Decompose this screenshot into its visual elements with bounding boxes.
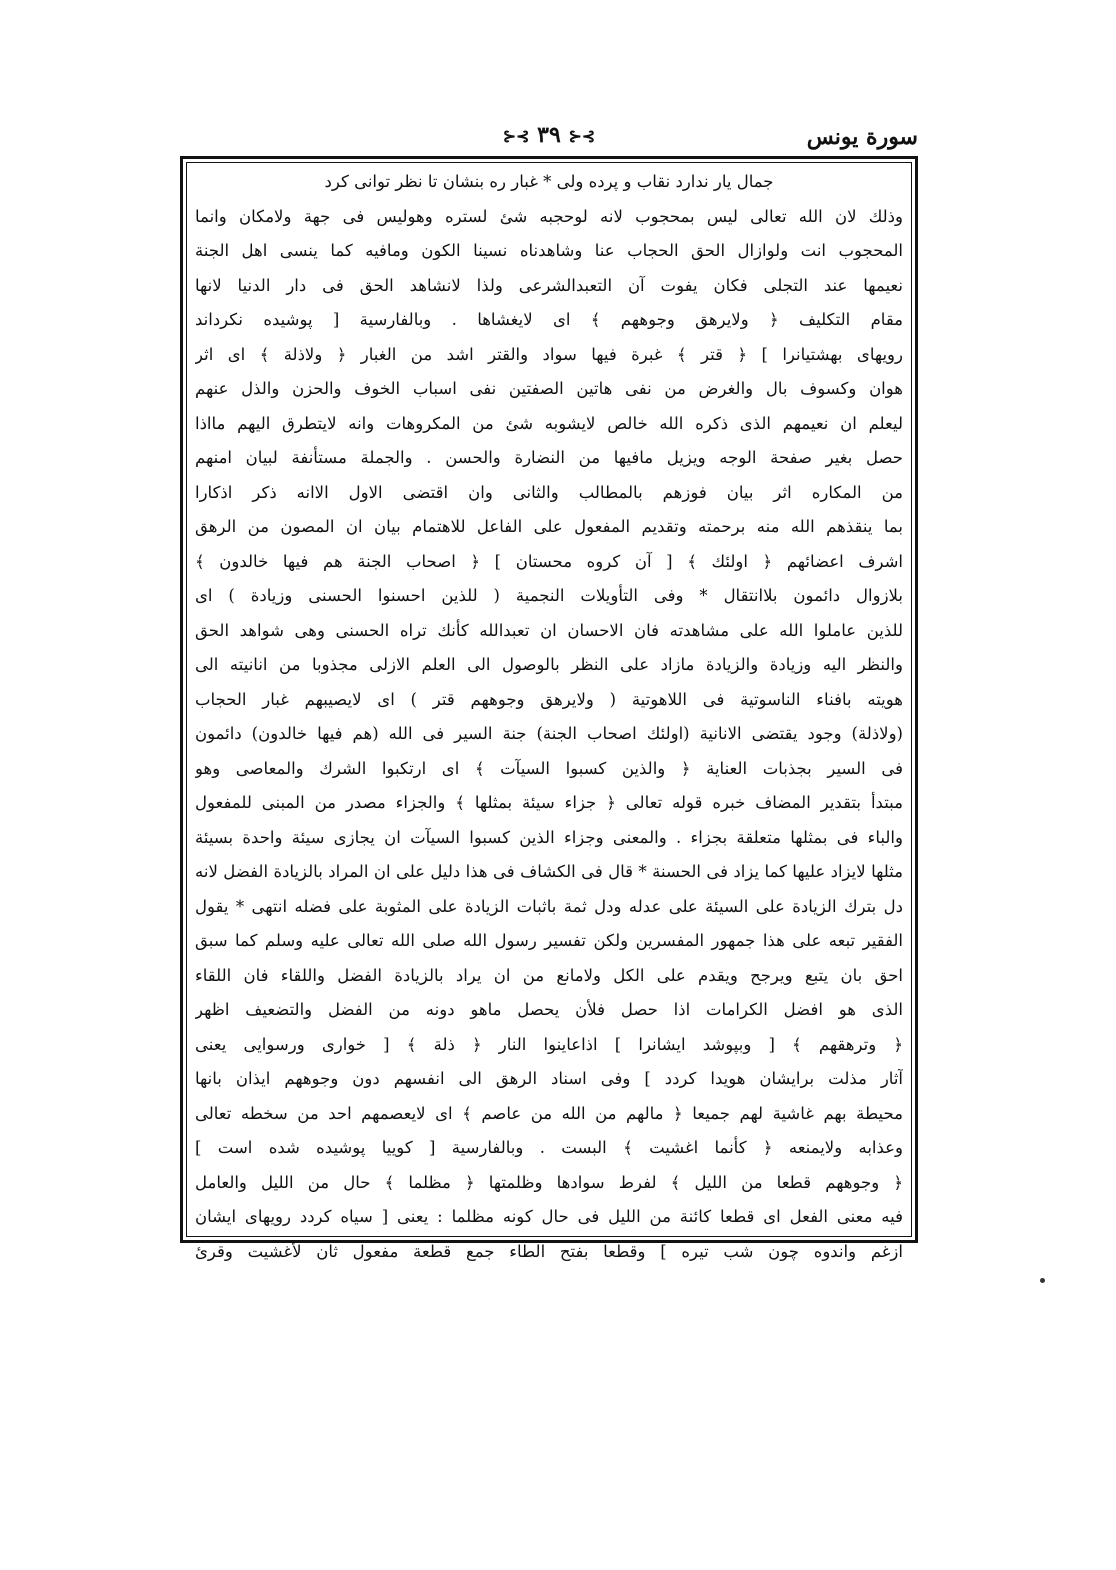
text-line: احق بان يتبع ويرجح ويقدم على الكل ولامانع من ان يراد بالزيادة الفضل واللقاء فان اللقاء (195, 965, 903, 985)
text-line: الفقير تبعه على هذا جمهور المفسرين ولكن تفسير رسول الله صلى الله تعالى عليه وسلم كما سبق (195, 931, 903, 950)
text-line: آثار مذلت برايشان هويدا كردد ] وفى اسناد الرهق الى انفسهم دون وجوههم ايذان بانها (195, 1069, 903, 1088)
text-line: مقام التكليف ﴿ ولايرهق وجوههم ﴾ اى لايغشاها . وبالفارسية [ پوشيده نكرداند (195, 310, 903, 329)
page-number: ٣٩ (537, 122, 561, 148)
text-line: مثلها لايزاد عليها كما يزاد فى الحسنة * قال فى الكشاف فى هذا دليل على ان المراد بالزيادة الفضل لانه (195, 862, 903, 881)
page-header (180, 120, 918, 156)
verse-line: جمال يار ندارد نقاب و پرده ولى * غبار ره بنشان تا نظر توانى كرد (324, 172, 774, 191)
text-line: فيه معنى الفعل اى قطعا كائنة من الليل فى حال كونه مظلما : يعنى [ سياه كردد رويهاى ايشان (195, 1207, 903, 1226)
text-line: فى السير بجذبات العناية ﴿ والذين كسبوا السيآت ﴾ اى ارتكبوا الشرك والمعاصى وهو (195, 758, 903, 778)
text-line: وعذابه ولايمنعه ﴿ كأنما اغشيت ﴾ البست . وبالفارسية [ كوييا پوشيده شده است ] (195, 1138, 903, 1157)
text-line: ﴿ وجوههم قطعا من الليل ﴾ لفرط سوادها وظلمتها ﴿ مظلما ﴾ حال من الليل والعامل (195, 1172, 903, 1192)
text-line: هويته بافناء الناسوتية فى اللاهوتية ( ولايرهق وجوههم قتر ) اى لايصيبهم غبار الحجاب (195, 689, 903, 709)
right-ornament-icon: ⊱⊰ (568, 126, 596, 146)
text-line: هوان وكسوف بال والغرض من نفى هاتين الصفتين نفى اسباب الخوف والحزن والذل عنهم (195, 379, 903, 398)
text-line: للذين عاملوا الله على مشاهدته فان الاحسان ان تعبدالله كأنك تراه الحسنى وهى شواهد الحق (195, 620, 903, 640)
text-line: والباء فى بمثلها متعلقة بجزاء . والمعنى وجزاء الذين كسبوا السيآت ان يجازى سيئة واحدة بسيئة (195, 827, 903, 847)
text-line: المحجوب انت ولوازال الحق الحجاب عنا وشاهدناه نسينا الكون ومافيه كما ينسى اهل الجنة (195, 241, 903, 260)
text-line: نعيمها عند التجلى فكان يفوت آن التعبدالشرعى ولذا لانشاهد الحق فى دار الدنيا لانها (195, 275, 903, 295)
page-number-group (180, 122, 918, 148)
text-line: الذى هو افضل الكرامات اذا حصل فلأن يحصل ماهو دونه من الفضل والتضعيف اظهر (195, 1000, 903, 1019)
text-line: والنظر اليه وزيادة والزيادة مازاد على النظر بالوصول الى العلم الازلى مجذوبا من انانيته الى (195, 655, 903, 674)
text-line: ﴿ وترهقهم ﴾ [ وبپوشد ايشانرا ] اذاعاينوا النار ﴿ ذلة ﴾ [ خوارى ورسوايى يعنى (195, 1034, 903, 1054)
text-line: (ولاذلة) وجود يقتضى الانانية (اولئك اصحاب الجنة) جنة السير فى الله (هم فيها خالدون) دائمون (195, 724, 903, 743)
surah-name: سورة يونس (806, 124, 918, 150)
text-line: اشرف اعضائهم ﴿ اولئك ﴾ [ آن كروه محستان ] ﴿ اصحاب الجنة هم فيها خالدون ﴾ (195, 551, 903, 571)
text-line: ازغم واندوه چون شب تيره ] وقطعا بفتح الطاء جمع قطعة مفعول ثان لأغشيت وقرئ (195, 1241, 903, 1261)
page-frame (180, 156, 918, 1261)
text-line: حصل بغير صفحة الوجه ويزيل مافيها من النضارة والحسن . والجملة مستأنفة لبيان امنهم (195, 448, 903, 467)
text-line: من المكاره اثر بيان فوزهم بالمطالب والثانى وان اقتضى الاول الاانه ذكر اذكارا (195, 482, 903, 502)
text-line: دل بترك الزيادة على السيئة على عدله ودل ثمة باثبات الزيادة على المثوبة على فضله انتهى * يقول (195, 896, 903, 916)
margin-dot (1040, 1278, 1045, 1283)
text-block (195, 165, 903, 1269)
text-line: بما ينقذهم الله منه برحمته وتقديم المفعول على الفاعل للاهتمام بيان ان المصون من الرهق (195, 517, 903, 536)
text-line: وذلك لان الله تعالى ليس بمحجوب لانه لوحجبه شئ لستره وهوليس فى جهة ولامكان وانما (195, 206, 903, 226)
text-line: محيطة بهم غاشية لهم جميعا ﴿ مالهم من الله من عاصم ﴾ اى لايعصمهم احد من سخطه تعالى (195, 1103, 903, 1123)
text-line: ليعلم ان نعيمهم الذى ذكره الله خالص لايشوبه شئ من المكروهات وانه لايتطرق اليهم مااذا (195, 413, 903, 433)
text-line: مبتدأ بتقدير المضاف خبره قوله تعالى ﴿ جزاء سيئة بمثلها ﴾ والجزاء مصدر من المبنى للمفعول (195, 793, 903, 812)
text-line: رويهاى بهشتيانرا ] ﴿ قتر ﴾ غبرة فيها سواد والقتر اشد من الغبار ﴿ ولاذلة ﴾ اى اثر (195, 344, 903, 364)
text-line: بلازوال دائمون بلاانتقال * وفى التأويلات النجمية ( للذين احسنوا الحسنى وزيادة ) اى (195, 586, 903, 605)
left-ornament-icon: ⊱⊰ (502, 126, 530, 146)
